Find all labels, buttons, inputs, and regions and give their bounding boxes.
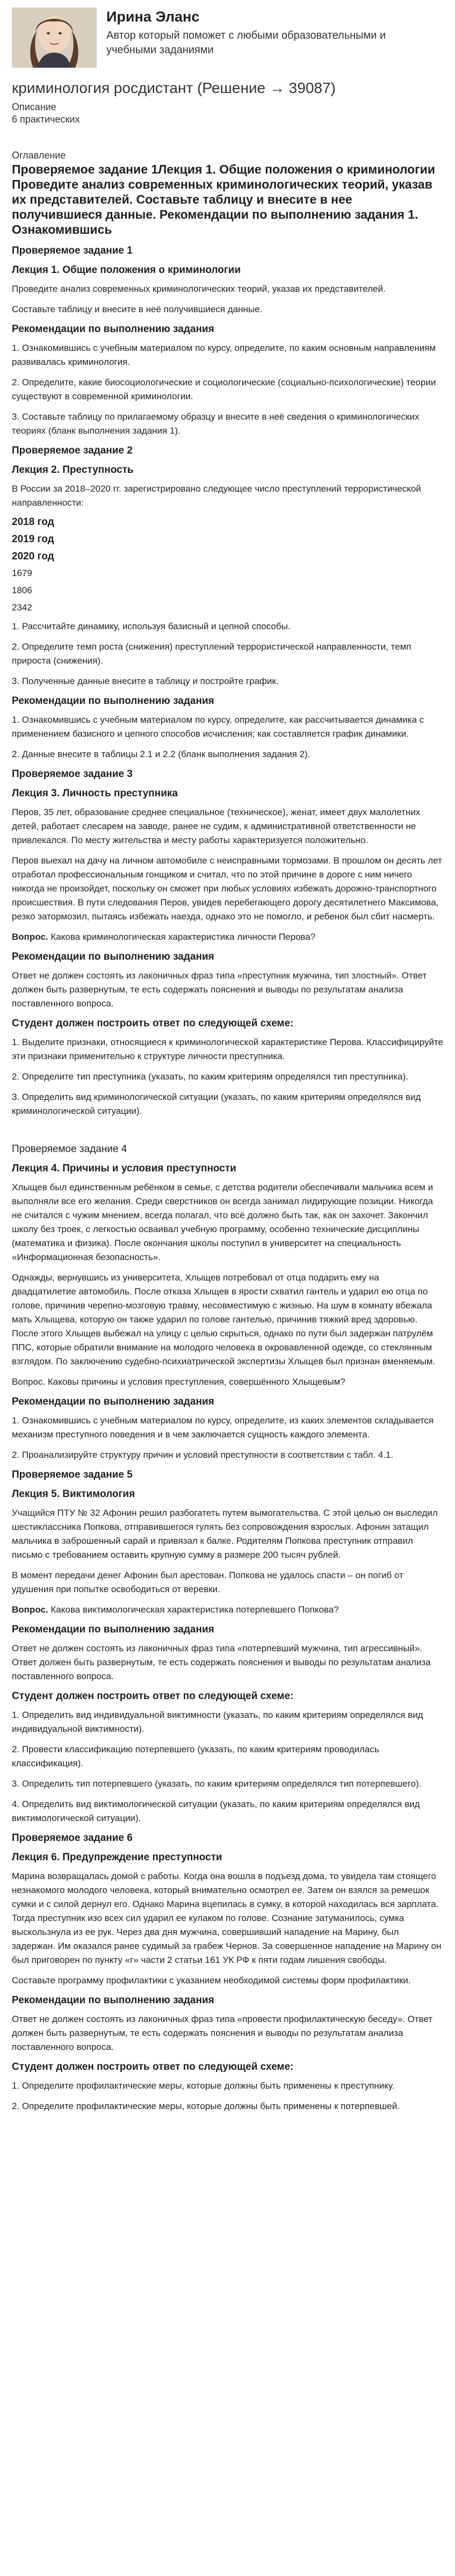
task6-s2: 2. Определите профилактические меры, которые должны быть применены к потерпевшей. xyxy=(12,2101,400,2111)
task5-header: Проверяемое задание 5 xyxy=(12,1469,133,1480)
task4-question-text: Каковы причины и условия преступления, совершённого Хлыщевым? xyxy=(45,1377,345,1387)
task4-r1: 1. Ознакомившись с учебным материалом по курсу, определите, из каких элементов складывается механизм преступного поведения и в чем заключается сущность каждого элемента. xyxy=(12,1415,434,1440)
task2-q3: 3. Полученные данные внесите в таблицу и постройте график. xyxy=(12,676,279,686)
task3-s2: 2. Определите тип преступника (указать, по каким критериям определялся тип преступника). xyxy=(12,1071,408,1082)
task3-s1: 1. Выделите признаки, относящиеся к криминологической характеристике Перова. Классифицируйте эти признаки применительно к структуре личности преступника. xyxy=(12,1037,444,1061)
task2-header: Проверяемое задание 2 xyxy=(12,445,133,456)
task5-s3: 3. Определить тип потерпевшего (указать, по каким критериям определялся тип потерпевшего). xyxy=(12,1779,422,1789)
task2-year-2020: 2020 год xyxy=(12,551,54,562)
task5-must-header: Студент должен построить ответ по следующей схеме: xyxy=(12,1690,294,1702)
task5-rec-p: Ответ не должен состоять из лаконичных фраз типа «потерпевший мужчина, тип агрессивный». Ответ должен быть развернутым, те есть содержать пояснения и выводы по результатам анализа поставленного вопроса. xyxy=(12,1643,431,1681)
task1-p1: Проведите анализ современных криминологических теорий, указав их представителей. xyxy=(12,284,386,294)
author-info xyxy=(106,8,407,57)
task4-rec-header: Рекомендации по выполнению задания xyxy=(12,1396,214,1407)
task3-rec-p: Ответ не должен состоять из лаконичных фраз типа «преступник мужчина, тип злостный». Ответ должен быть развернутым, те есть содержать пояснения и выводы по результатам анализа поставленного вопроса. xyxy=(12,970,427,1009)
spacer xyxy=(12,1125,443,1136)
task5-question-text: Какова виктимологическая характеристика потерпевшего Попкова? xyxy=(48,1604,339,1615)
task2-q1: 1. Рассчитайте динамику, используя базисный и цепной способы. xyxy=(12,621,291,631)
task3-p2: Перов выехал на дачу на личном автомобиле с неисправными тормозами. В прошлом он десять лет отработал профессиональным гонщиком и считал, что по этой причине в дороге с ним ничего никогда не произойдет, поскольку он сможет при любых условиях избежать дорожно-транспортного происшествия. В пути следования Перов, увидев перебегающего дорогу десятилетнего Максимова, резко затормозил, пытаясь избежать наезда, однако это не помогло, и ребенок был сбит насмерть. xyxy=(12,855,442,922)
author-card xyxy=(12,8,443,68)
task4-question-label: Вопрос. xyxy=(12,1377,46,1387)
task5-question-label: Вопрос. xyxy=(12,1604,48,1615)
task5-p1: Учащийся ПТУ № 32 Афонин решил разбогатеть путем вымогательства. С этой целью он выследил шестиклассника Попкова, отправившегося гулять без сопровождения взрослых. Афонин затащил мальчика в заброшенный сарай и привязал к балке. Родителям Попкова преступник отправил письмо с требованием оставить крупную сумму в размере 200 тысяч рублей. xyxy=(12,1508,438,1560)
task1-r3: 3. Составьте таблицу по прилагаемому образцу и внесите в неё сведения о криминологических теориях (бланк выполнения задания 1). xyxy=(12,412,420,436)
task1-r2: 2. Определите, какие биосоциологические и социологические (социально-психологические) теории существуют в современной криминологии. xyxy=(12,377,436,401)
task4-r2: 2. Проанализируйте структуру причин и условий преступности в соответствии с табл. 4.1. xyxy=(12,1450,394,1460)
task3-s3: 3. Определить вид криминологической ситуации (указать, по каким критериям определялся вид криминологической ситуации). xyxy=(12,1092,421,1116)
description-value: 6 практических xyxy=(12,114,80,125)
task5-rec-header: Рекомендации по выполнению задания xyxy=(12,1624,214,1635)
task3-header: Проверяемое задание 3 xyxy=(12,768,133,780)
task2-lecture: Лекция 2. Преступность xyxy=(12,464,134,476)
task6-rec-p: Ответ не должен состоять из лаконичных фраз типа «провести профилактическую беседу». Ответ должен быть развернутым, те есть содержать пояснения и выводы по результатам анализа поставленного вопроса. xyxy=(12,2014,433,2052)
task6-header: Проверяемое задание 6 xyxy=(12,1832,133,1844)
author-photo-icon[interactable] xyxy=(12,8,97,68)
task6-rec-header: Рекомендации по выполнению задания xyxy=(12,1995,214,2006)
task2-p1: В России за 2018–2020 гг. зарегистрировано следующее число преступлений террористической направленности: xyxy=(12,484,421,508)
task3-must-header: Студент должен построить ответ по следующей схеме: xyxy=(12,1018,294,1029)
task3-p1: Перов, 35 лет, образование среднее специальное (техническое), женат, имеет двух малолетних детей, работает слесарем на заводе, ранее не судим, к административной ответственности не привлекался. По месту жительства и месту работы характеризуется положительно. xyxy=(12,807,421,845)
task6-p1: Марина возвращалась домой с работы. Когда она вошла в подъезд дома, то увидела там стоящего незнакомого молодого человека, который внимательно осмотрел ее. Затем он взялся за ремешок сумки и с силой дернул его. Однако Марина вцепилась в сумку, в которой находилась вся зарплата. Тогда преступник изо всех сил ударил ее кулаком по голове. Сознание затуманилось, сумка выскользнула из ее рук. Через два дня мужчина, совершивший нападение на Марину, был задержан. Им оказался ранее судимый за грабеж Чернов. За совершенное нападение на Марину он был приговорен по пункту «г» части 2 статьи 161 УК РФ к пяти годам лишения свободы. xyxy=(12,1871,442,1965)
task6-must-header: Студент должен построить ответ по следующей схеме: xyxy=(12,2061,294,2073)
task2-q2: 2. Определите темп роста (снижения) преступлений террористической направленности, темп прироста (снижения). xyxy=(12,642,411,666)
task2-value-2: 1806 xyxy=(12,585,32,595)
task4-question xyxy=(12,1375,443,1389)
task3-lecture: Лекция 3. Личность преступника xyxy=(12,788,178,799)
task3-rec-header: Рекомендации по выполнению задания xyxy=(12,951,214,962)
task5-s4: 4. Определить вид виктимологической ситуации (указать, по каким критериям определялся вид виктимологической ситуации). xyxy=(12,1799,420,1823)
task3-question-text: Какова криминологическая характеристика личности Перова? xyxy=(48,932,316,942)
task3-question xyxy=(12,930,443,944)
task2-r1: 1. Ознакомившись с учебным материалом по курсу, определите, как рассчитывается динамика с применением базисного и цепного способов исчисления; как составляется график динамики. xyxy=(12,715,424,739)
task5-lecture: Лекция 5. Виктимология xyxy=(12,1488,135,1500)
task4-lecture: Лекция 4. Причины и условия преступности xyxy=(12,1163,236,1174)
task5-p2: В момент передачи денег Афонин был арестован. Попкова не удалось спасти – он погиб от удушения при попытке освободиться от веревки. xyxy=(12,1570,403,1594)
description-label: Описание xyxy=(12,102,56,112)
task2-value-3: 2342 xyxy=(12,602,32,613)
task3-question-label: Вопрос. xyxy=(12,932,48,942)
task1-r1: 1. Ознакомившись с учебным материалом по курсу, определите, по каким основным направлениям развивалась криминология. xyxy=(12,343,436,367)
task5-s1: 1. Определить вид индивидуальной виктимности (указать, по каким критериям определялся вид индивидуальной виктимности). xyxy=(12,1710,423,1734)
task2-rec-header: Рекомендации по выполнению задания xyxy=(12,695,214,707)
task2-year-2018: 2018 год xyxy=(12,516,54,528)
task2-r2: 2. Данные внесите в таблицы 2.1 и 2.2 (бланк выполнения задания 2). xyxy=(12,749,310,759)
task2-year-2019: 2019 год xyxy=(12,534,54,545)
task6-lecture: Лекция 6. Предупреждение преступности xyxy=(12,1852,222,1863)
task4-p2: Однажды, вернувшись из университета, Хлыщев потребовал от отца подарить ему на двадцатилетие автомобиль. После отказа Хлыщев в ярости схватил гантель и ударил ею отца по голове, причинив черепно-мозговую травму, несовместимую с жизнью. На шум в комнату вбежала мать Хлыщева, которую он также ударил по голове гантелью, причинив тяжкий вред здоровью. После этого Хлыщев выбежал на улицу с целью скрыться, однако по пути был задержан патрулём ППС, которые обратили внимание на молодого человека в окровавленной одежде, со стеклянным взглядом. По заключению судебно-психиатрической экспертизы Хлыщев был признан вменяемым. xyxy=(12,1272,436,1366)
task2-value-1: 1679 xyxy=(12,568,32,578)
task4-p1: Хлыщев был единственным ребёнком в семье, с детства родители обеспечивали мальчика всем и выполняли все его желания. Среди сверстников он всегда занимал лидирующие позиции. Никогда не считался с чужим мнением, всегда полагал, что всё должно быть так, как он захочет. Закончил школу без троек, с легкостью осваивал учебную программу, особенно технические дисциплины (математика и физика). После окончания школы поступил в университет на специальность «Информационная безопасность». xyxy=(12,1182,434,1262)
task6-p2: Составьте программу профилактики с указанием необходимой системы форм профилактики. xyxy=(12,1975,411,1985)
task1-header: Проверяемое задание 1 xyxy=(12,245,133,256)
author-name[interactable]: Ирина Эланс xyxy=(106,9,200,25)
task1-rec-header: Рекомендации по выполнению задания xyxy=(12,323,214,335)
task5-question xyxy=(12,1603,443,1617)
author-description: Автор который поможет с любыми образовательными и учебными заданиями xyxy=(106,30,386,56)
toc-label: Оглавление xyxy=(12,150,66,161)
task1-lecture: Лекция 1. Общие положения о криминологии xyxy=(12,264,241,276)
toc-heading: Проверяемое задание 1Лекция 1. Общие положения о криминологии Проведите анализ современных криминологических теорий, указав их представителей. Составьте таблицу и внесите в нее получившиеся данные. Рекомендации по выполнению задания 1. Ознакомившись xyxy=(12,162,436,236)
task5-s2: 2. Провести классификацию потерпевшего (указать, по каким критериям проводилась классификация). xyxy=(12,1744,379,1768)
task1-p2: Составьте таблицу и внесите в неё получившиеся данные. xyxy=(12,304,263,314)
document-title: криминология росдистант (Решение → 39087) xyxy=(12,80,336,96)
task6-s1: 1. Определите профилактические меры, которые должны быть применены к преступнику. xyxy=(12,2081,395,2091)
task4-header: Проверяемое задание 4 xyxy=(12,1143,127,1155)
